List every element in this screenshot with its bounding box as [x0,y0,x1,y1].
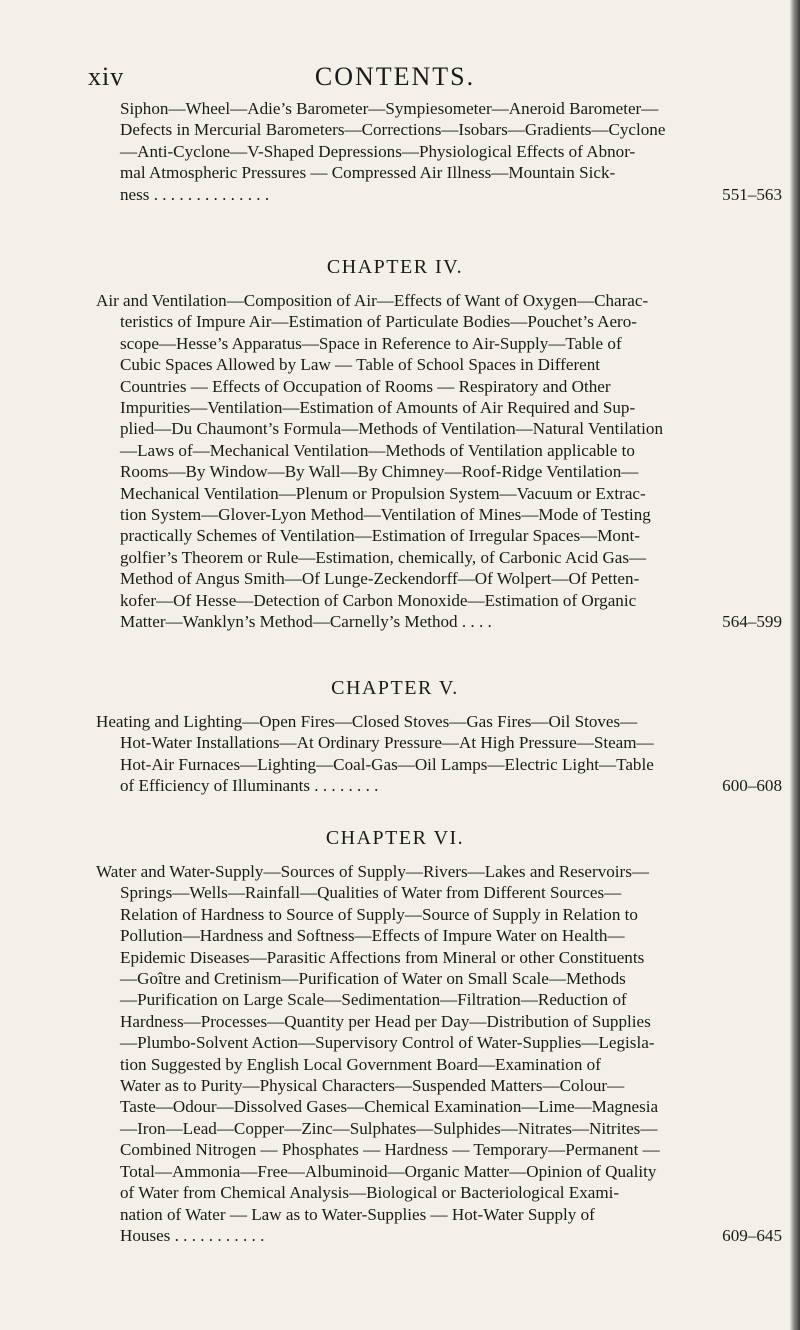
entry-line: tion Suggested by English Local Government Board—Examination of [120,1054,601,1074]
page-range: 551–563 [722,184,782,204]
entry-line: Defects in Mercurial Barometers—Corrections—Isobars—Gradients—Cyclone [120,120,666,140]
entry-line: ness . . . . . . . . . . . . . . [120,184,270,204]
page-number: xiv [88,62,125,91]
entry-line: Air and Ventilation—Composition of Air—Effects of Want of Oxygen—Charac- [96,291,649,310]
entry-line: Impurities—Ventilation—Estimation of Amounts of Air Required and Sup- [120,398,636,418]
chapter-heading-v: CHAPTER V. [331,677,459,699]
chapter-heading-iv: CHAPTER IV. [326,256,464,278]
entry-line: —Purification on Large Scale—Sedimentation—Filtration—Reduction of [120,990,627,1010]
contents-entry-heating-lighting [96,711,782,797]
entry-line-last [120,184,782,205]
entry-line: nation of Water — Law as to Water-Supplies — Hot-Water Supply of [120,1204,595,1224]
entry-line: Mechanical Ventilation—Plenum or Propulsion System—Vacuum or Extrac- [120,483,646,503]
chapter-heading-vi: CHAPTER VI. [325,827,465,849]
entry-line: Matter—Wanklyn’s Method—Carnelly’s Method . . . . [120,612,492,632]
page-edge-shadow [790,0,800,1330]
entry-line: Hot-Air Furnaces—Lighting—Coal-Gas—Oil Lamps—Electric Light—Table [120,754,654,774]
entry-line: kofer—Of Hesse—Detection of Carbon Monoxide—Estimation of Organic [120,590,637,610]
entry-line: Relation of Hardness to Source of Supply—Source of Supply in Relation to [120,904,638,924]
contents-entry-air-ventilation [96,290,782,633]
page-header [0,58,790,98]
entry-line: plied—Du Chaumont’s Formula—Methods of Ventilation—Natural Ventilation [120,419,663,439]
entry-line: Rooms—By Window—By Wall—By Chimney—Roof-Ridge Ventilation— [120,462,639,482]
page-range: 609–645 [722,1225,782,1245]
entry-line: Houses . . . . . . . . . . . [120,1225,265,1245]
entry-line: —Plumbo-Solvent Action—Supervisory Control of Water-Supplies—Legisla- [120,1033,655,1053]
entry-line: Total—Ammonia—Free—Albuminoid—Organic Matter—Opinion of Quality [120,1161,657,1181]
entry-line: —Laws of—Mechanical Ventilation—Methods of Ventilation applicable to [120,440,635,460]
entry-line: Pollution—Hardness and Softness—Effects of Impure Water on Health— [120,926,625,946]
entry-line: Water and Water-Supply—Sources of Supply—Rivers—Lakes and Reservoirs— [96,862,649,881]
entry-line: —Goître and Cretinism—Purification of Water on Small Scale—Methods [120,969,626,989]
entry-line: Cubic Spaces Allowed by Law — Table of School Spaces in Different [120,355,601,375]
entry-line: mal Atmospheric Pressures — Compressed Air Illness—Mountain Sick- [120,163,616,183]
entry-line: of Efficiency of Illuminants . . . . . . . . [120,776,379,796]
entry-line: Hot-Water Installations—At Ordinary Pressure—At High Pressure—Steam— [120,733,654,753]
entry-line: Method of Angus Smith—Of Lunge-Zeckendorff—Of Wolpert—Of Petten- [120,569,640,589]
page-range: 600–608 [722,776,782,796]
entry-line: of Water from Chemical Analysis—Biological or Bacteriological Exami- [120,1183,620,1203]
entry-line: Heating and Lighting—Open Fires—Closed Stoves—Gas Fires—Oil Stoves— [96,712,638,731]
page-range: 564–599 [722,612,782,632]
entry-line: practically Schemes of Ventilation—Estimation of Irregular Spaces—Mont- [120,526,640,546]
contents-entry-water-supply [96,861,782,1246]
entry-line: Water as to Purity—Physical Characters—Suspended Matters—Colour— [120,1076,625,1096]
entry-line: Springs—Wells—Rainfall—Qualities of Water from Different Sources— [120,883,622,903]
entry-line: golfier’s Theorem or Rule—Estimation, chemically, of Carbonic Acid Gas— [120,547,647,567]
entry-line: Countries — Effects of Occupation of Rooms — Respiratory and Other [120,376,611,396]
entry-line: Taste—Odour—Dissolved Gases—Chemical Examination—Lime—Magnesia [120,1097,659,1117]
entry-line: —Anti-Cyclone—V-Shaped Depressions—Physiological Effects of Abnor- [120,141,636,161]
entry-line: Siphon—Wheel—Adie’s Barometer—Sympiesometer—Aneroid Barometer— [120,99,659,118]
entry-line-last [120,775,782,796]
entry-line: —Iron—Lead—Copper—Zinc—Sulphates—Sulphides—Nitrates—Nitrites— [120,1118,658,1138]
entry-line: tion System—Glover-Lyon Method—Ventilation of Mines—Mode of Testing [120,505,651,525]
running-title: CONTENTS. [314,62,476,91]
entry-line-last [120,611,782,632]
entry-line: Hardness—Processes—Quantity per Head per Day—Distribution of Supplies [120,1011,651,1031]
entry-line: scope—Hesse’s Apparatus—Space in Reference to Air-Supply—Table of [120,333,622,353]
entry-line: Epidemic Diseases—Parasitic Affections from Mineral or other Constituents [120,947,645,967]
contents-entry-pressure [120,98,782,205]
entry-line: Combined Nitrogen — Phosphates — Hardness — Temporary—Permanent — [120,1140,660,1160]
entry-line: teristics of Impure Air—Estimation of Particulate Bodies—Pouchet’s Aero- [120,312,637,332]
entry-line-last [120,1225,782,1246]
